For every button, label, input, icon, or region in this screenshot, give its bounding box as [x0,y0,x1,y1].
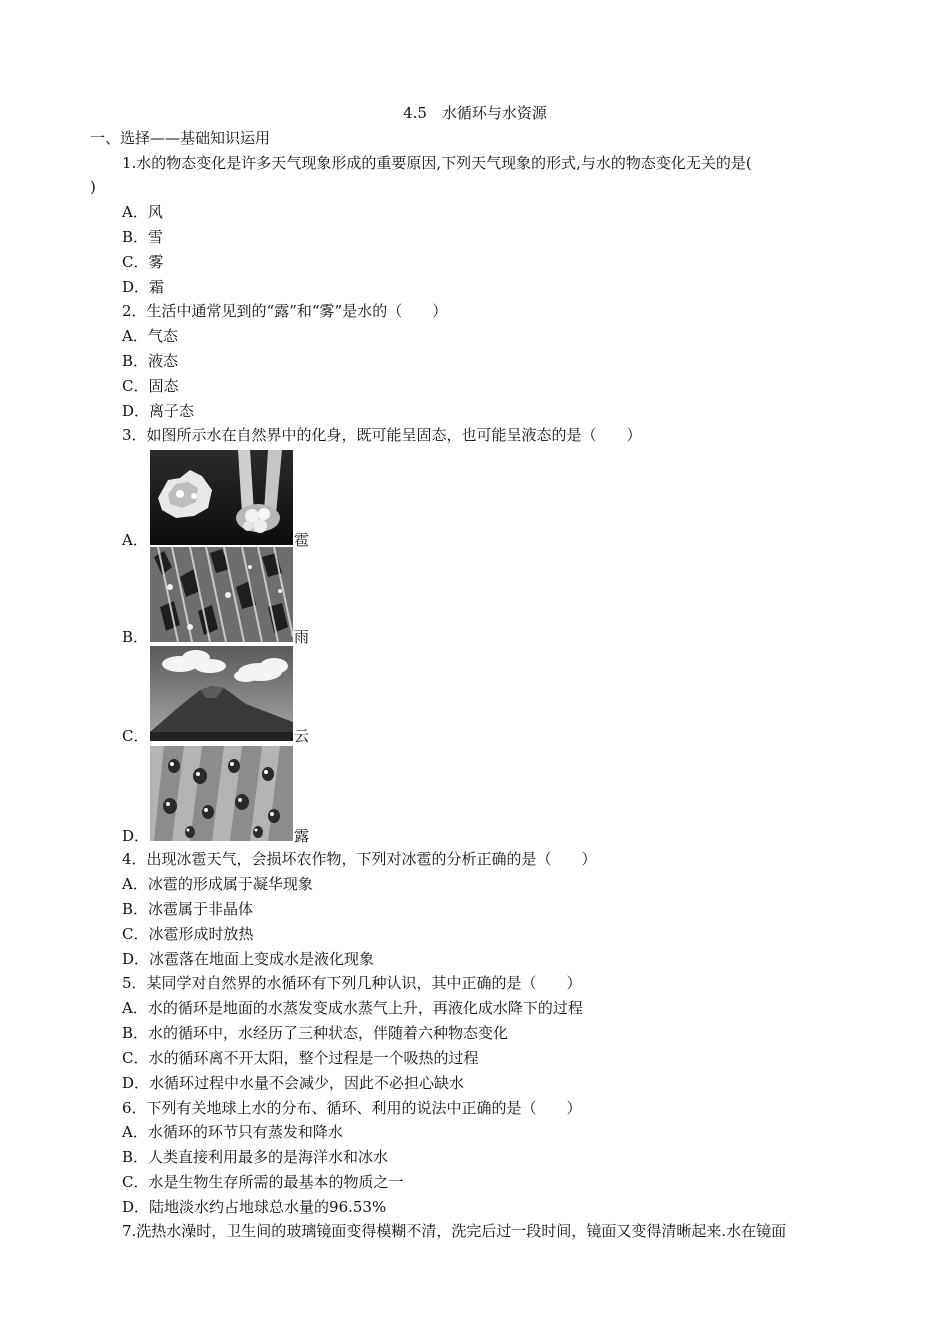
page-title: 4.5 水循环与水资源 [403,104,547,122]
question-1-stem: 1.水的物态变化是许多天气现象形成的重要原因,下列天气现象的形式,与水的物态变化无关的是( [122,154,752,172]
question-1-option-a: A．风 [122,203,163,221]
question-2-option-d: D．离子态 [122,402,195,420]
question-6-stem: 6．下列有关地球上水的分布、循环、利用的说法中正确的是（ ） [122,1099,582,1117]
question-3-option-a-letter: A． [122,531,148,549]
question-6-option-b: B．人类直接利用最多的是海洋水和冰水 [122,1148,389,1166]
question-5-option-c: C．水的循环离不开太阳，整个过程是一个吸热的过程 [122,1049,479,1067]
question-3-option-b-letter: B． [122,628,149,646]
question-3-option-d-letter: D． [122,827,150,845]
question-1-option-c: C．雾 [122,253,164,271]
question-3-option-d-label: 露 [294,827,310,845]
question-4-stem: 4．出现冰雹天气，会损坏农作物，下列对冰雹的分析正确的是（ ） [122,850,597,868]
question-5-stem: 5．某同学对自然界的水循环有下列几种认识，其中正确的是（ ） [122,974,582,992]
question-6-option-d: D．陆地淡水约占地球总水量的96.53% [122,1198,387,1216]
question-6-option-a: A．水循环的环节只有蒸发和降水 [122,1123,343,1141]
question-3-option-a-label: 雹 [294,531,310,549]
question-4-option-d: D．冰雹落在地面上变成水是液化现象 [122,950,375,968]
question-3-option-c-label: 云 [294,727,310,745]
question-5-option-b: B．水的循环中，水经历了三种状态，伴随着六种物态变化 [122,1024,509,1042]
question-3-option-b-label: 雨 [294,628,310,646]
question-2-option-b: B．液态 [122,352,179,370]
question-7-stem: 7.洗热水澡时，卫生间的玻璃镜面变得模糊不清，洗完后过一段时间，镜面又变得清晰起来.水在镜面 [122,1222,787,1240]
question-3-option-c-letter: C． [122,727,149,745]
question-1-option-d: D．霜 [122,278,165,296]
question-1-stem-continued: ) [90,178,96,196]
dew-drops-photo [150,746,293,841]
hail-photo [150,450,293,545]
question-5-option-d: D．水循环过程中水量不会减少，因此不必担心缺水 [122,1074,465,1092]
cloud-mountain-photo [150,646,293,741]
question-3-stem: 3．如图所示水在自然界中的化身，既可能呈固态，也可能呈液态的是（ ） [122,426,642,444]
question-4-option-c: C．冰雹形成时放热 [122,925,254,943]
question-6-option-c: C．水是生物生存所需的最基本的物质之一 [122,1173,404,1191]
question-5-option-a: A．水的循环是地面的水蒸发变成水蒸气上升，再液化成水降下的过程 [122,999,583,1017]
question-2-option-a: A．气态 [122,327,178,345]
question-1-option-b: B．雪 [122,228,164,246]
question-2-option-c: C．固态 [122,377,179,395]
section-heading: 一、选择——基础知识运用 [90,129,271,147]
question-4-option-a: A．冰雹的形成属于凝华现象 [122,875,313,893]
question-4-option-b: B．冰雹属于非晶体 [122,900,254,918]
rain-photo [150,547,293,642]
question-2-stem: 2．生活中通常见到的“露”和“雾”是水的（ ） [122,302,448,320]
